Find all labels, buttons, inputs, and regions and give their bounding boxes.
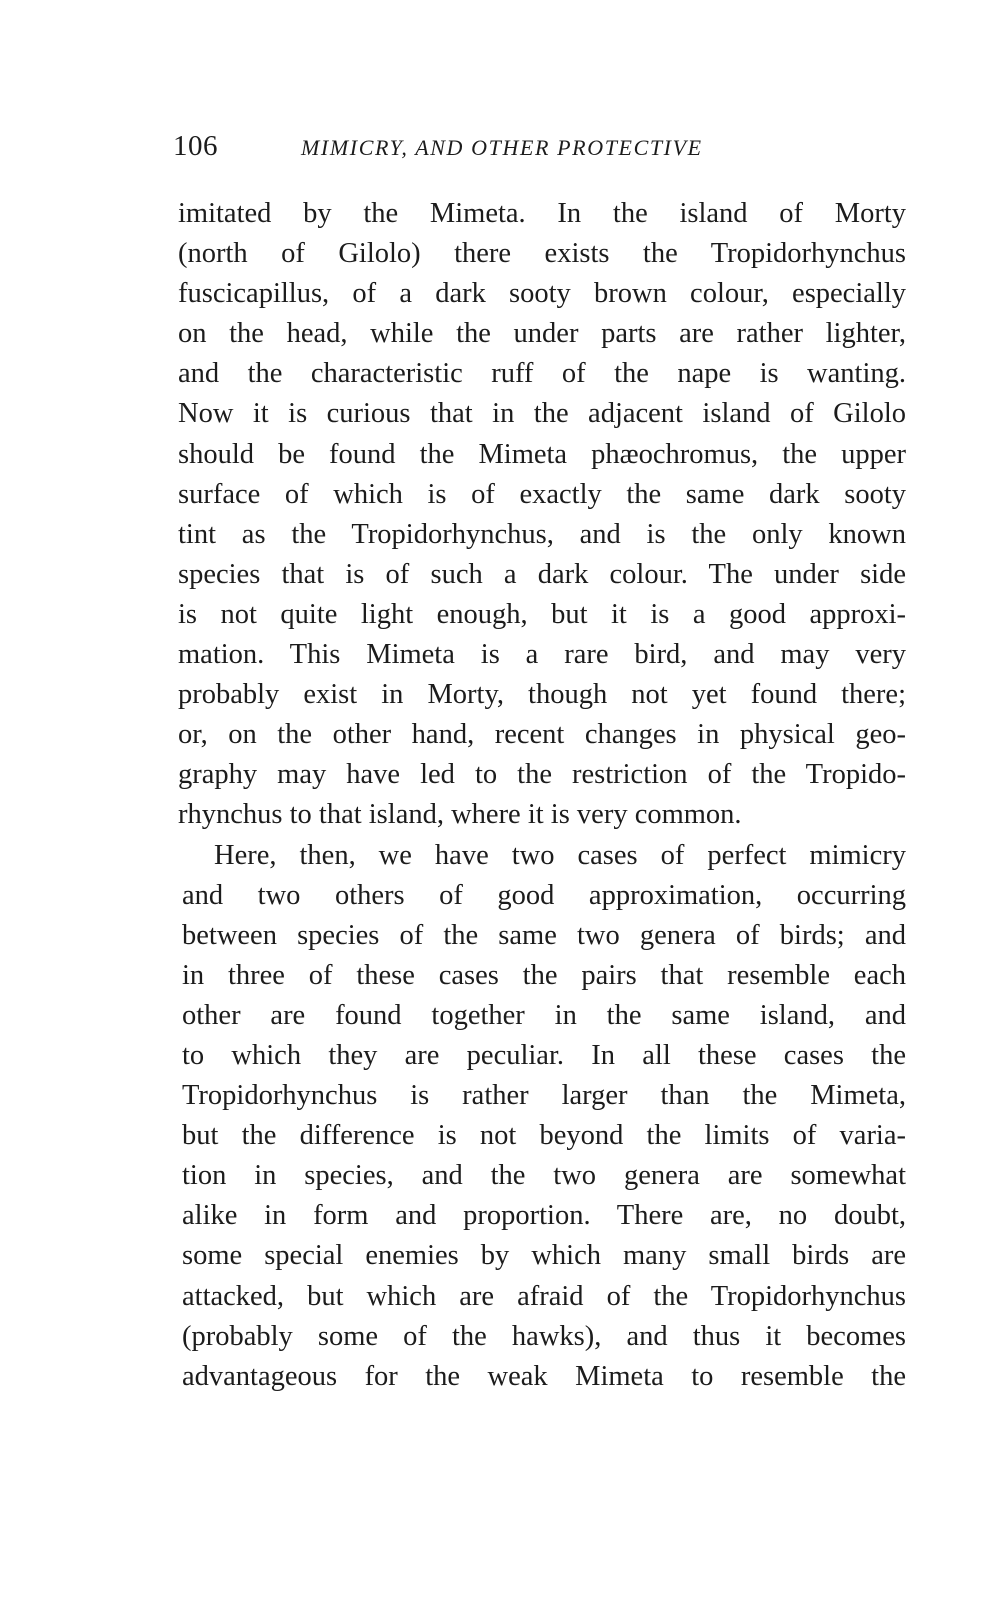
- text-line: fuscicapillus, of a dark sooty brown colour, especially: [178, 278, 906, 310]
- text-line: graphy may have led to the restriction of the Tropido-: [178, 759, 906, 791]
- text-line: attacked, but which are afraid of the Tropidorhynchus: [182, 1280, 906, 1312]
- text-line: and the characteristic ruff of the nape is wanting.: [178, 358, 906, 390]
- text-line: tint as the Tropidorhynchus, and is the only known: [178, 518, 906, 550]
- body-text: [178, 194, 906, 1397]
- text-line: should be found the Mimeta phæochromus, the upper: [178, 438, 906, 470]
- text-line: (probably some of the hawks), and thus it becomes: [182, 1320, 906, 1352]
- text-line: advantageous for the weak Mimeta to resemble the: [182, 1360, 906, 1392]
- text-line: in three of these cases the pairs that resemble each: [182, 959, 906, 991]
- text-line: is not quite light enough, but it is a good approxi-: [178, 598, 906, 630]
- text-line: or, on the other hand, recent changes in physical geo-: [178, 719, 906, 751]
- text-line: imitated by the Mimeta. In the island of Morty: [178, 198, 906, 229]
- text-line: Tropidorhynchus is rather larger than the Mimeta,: [182, 1080, 906, 1112]
- text-line: but the difference is not beyond the limits of varia-: [182, 1120, 906, 1152]
- running-title: MIMICRY, AND OTHER PROTECTIVE: [301, 135, 703, 160]
- text-line: surface of which is of exactly the same dark sooty: [178, 478, 906, 510]
- text-line: mation. This Mimeta is a rare bird, and may very: [178, 639, 906, 671]
- text-line: probably exist in Morty, though not yet found there;: [178, 679, 906, 711]
- text-line: and two others of good approximation, occurring: [182, 879, 906, 911]
- text-line: alike in form and proportion. There are, no doubt,: [182, 1200, 906, 1232]
- text-line: species that is of such a dark colour. The under side: [178, 558, 906, 590]
- text-line: to which they are peculiar. In all these cases the: [182, 1039, 906, 1071]
- text-line: between species of the same two genera of birds; and: [182, 919, 906, 951]
- paragraph-end-line: rhynchus to that island, where it is very common.: [178, 799, 742, 831]
- paragraph-start-line: Here, then, we have two cases of perfect mimicry: [214, 839, 906, 871]
- text-line: some special enemies by which many small birds are: [182, 1240, 906, 1272]
- running-head: [173, 128, 903, 168]
- text-line: tion in species, and the two genera are somewhat: [182, 1160, 906, 1192]
- text-line: on the head, while the under parts are rather lighter,: [178, 318, 906, 350]
- text-line: (north of Gilolo) there exists the Tropidorhynchus: [178, 238, 906, 270]
- text-line: other are found together in the same island, and: [182, 999, 906, 1031]
- text-line: Now it is curious that in the adjacent island of Gilolo: [178, 398, 906, 430]
- page-number: 106: [173, 130, 218, 162]
